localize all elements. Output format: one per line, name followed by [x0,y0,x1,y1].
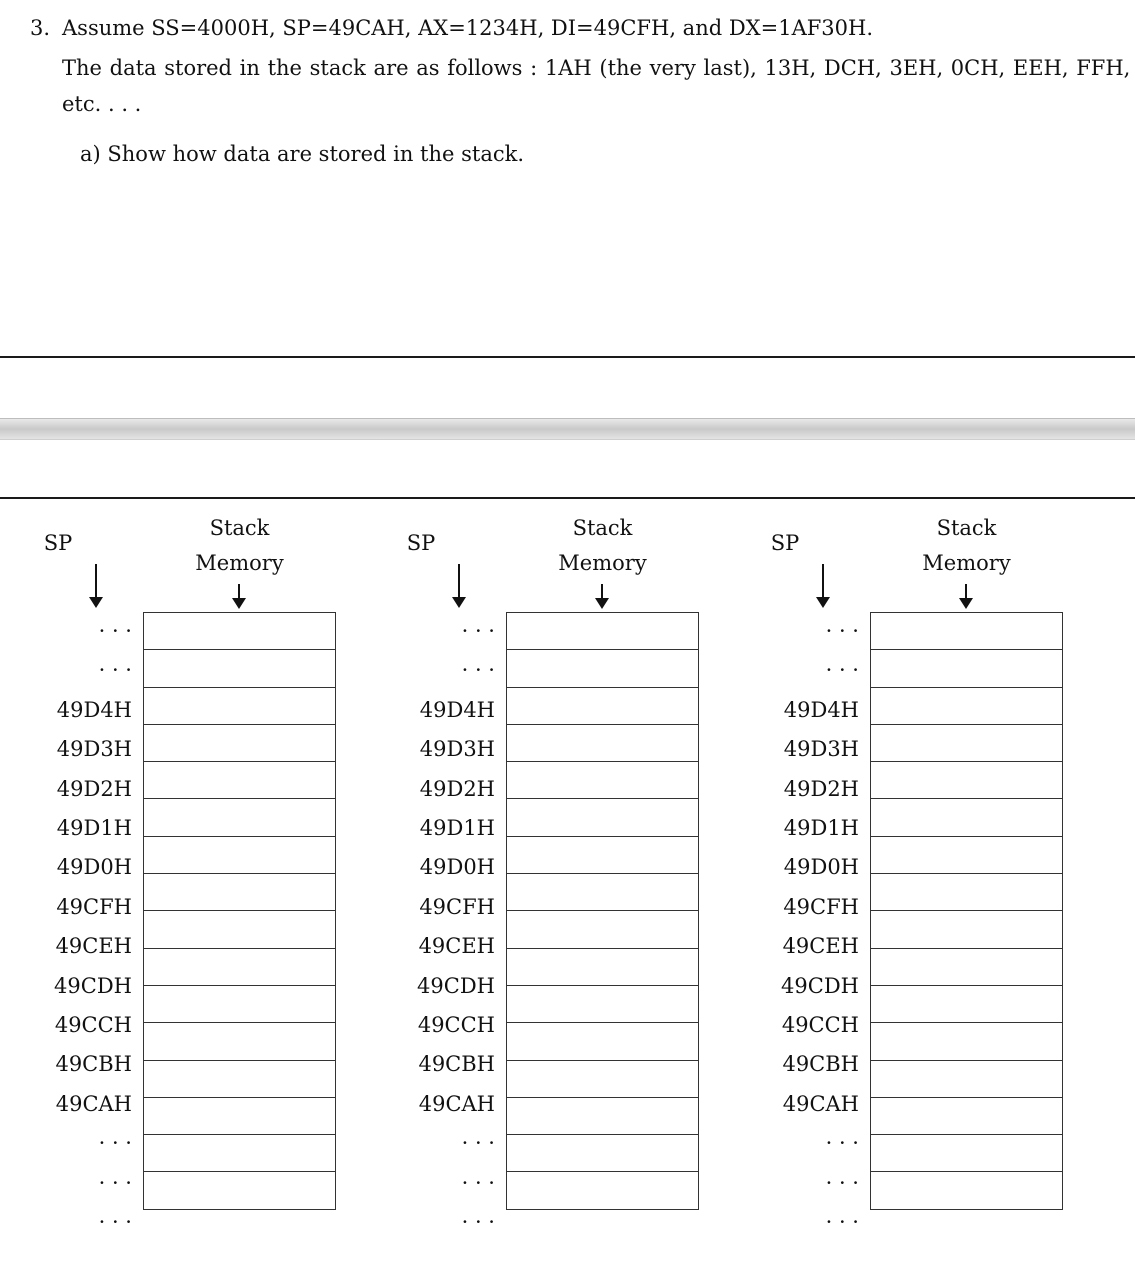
stack-cell[interactable] [507,1060,699,1097]
stack-cell[interactable] [144,948,336,985]
page-separator-band [0,418,1135,440]
address-label: · · · [98,1131,132,1156]
stack-cell[interactable] [144,650,336,687]
address-label: · · · [98,1170,132,1195]
address-label: · · · [461,1131,495,1156]
stack-cell[interactable] [144,799,336,836]
address-label: 49CEH [782,934,859,959]
stack-cell[interactable] [144,1172,336,1209]
address-label: 49CDH [54,973,132,998]
sp-label: SP [406,531,436,555]
question-data-line-cont: etc. . . . [62,92,142,116]
stack-cell[interactable] [871,1060,1063,1097]
address-label: 49D3H [783,737,859,762]
stack-cell[interactable] [507,613,699,650]
address-label: · · · [98,1210,132,1234]
stack-cell[interactable] [144,1023,336,1060]
stack-cell[interactable] [144,1060,336,1097]
stack-memory-table [870,612,1063,1210]
stack-memory-table [506,612,699,1210]
question-data-line: The data stored in the stack are as follows : 1AH (the very last), 13H, DCH, 3EH, 0CH, EEH, FFH, [62,56,1131,80]
stack-label-top: Stack [936,516,997,540]
stack-cell[interactable] [144,836,336,873]
stack-cell[interactable] [507,911,699,948]
address-label: 49D1H [419,816,495,840]
stack-label-top: Stack [572,516,633,540]
stack-cell[interactable] [507,1135,699,1172]
stack-diagram-1 [0,500,330,1260]
stack-cell[interactable] [871,985,1063,1022]
stack-cell[interactable] [871,687,1063,724]
stack-cell[interactable] [507,874,699,911]
address-label: 49D2H [783,776,859,801]
stack-cell[interactable] [144,874,336,911]
address-label: · · · [825,1210,859,1234]
address-label: 49D4H [419,697,495,722]
stack-cell[interactable] [144,762,336,799]
address-label: · · · [825,1131,859,1156]
address-column [0,500,132,1260]
stack-cell[interactable] [144,1097,336,1134]
sp-label: SP [43,531,73,555]
stack-cell[interactable] [507,650,699,687]
address-label: · · · [98,658,132,683]
address-label: 49D4H [783,697,859,722]
stack-cell[interactable] [144,687,336,724]
address-label: 49CFH [419,894,495,919]
address-label: · · · [461,658,495,683]
stack-cell[interactable] [871,650,1063,687]
address-label: 49D1H [783,816,859,840]
stack-cell[interactable] [871,1097,1063,1134]
address-label: · · · [461,1170,495,1195]
question-number: 3. [30,16,51,40]
stack-cell[interactable] [871,1023,1063,1060]
stack-diagram-2 [363,500,693,1260]
question-part-a: a) Show how data are stored in the stack. [80,142,524,166]
stack-label-bottom: Memory [922,551,1011,575]
stack-cell[interactable] [871,948,1063,985]
stack-cell[interactable] [871,1172,1063,1209]
stack-label-top: Stack [209,516,270,540]
stack-memory-label [143,511,336,581]
stack-cell[interactable] [871,911,1063,948]
address-label: · · · [825,619,859,643]
address-label: 49CAH [782,1091,859,1116]
stack-cell[interactable] [144,985,336,1022]
address-column [363,500,495,1260]
stack-label-bottom: Memory [558,551,647,575]
stack-cell[interactable] [507,687,699,724]
address-label: · · · [98,619,132,643]
address-label: 49D3H [56,737,132,762]
stack-cell[interactable] [871,613,1063,650]
stack-diagram-3 [727,500,1057,1260]
address-column [727,500,859,1260]
address-label: · · · [825,658,859,683]
stack-cell[interactable] [871,836,1063,873]
sp-label: SP [770,531,800,555]
stack-cell[interactable] [507,836,699,873]
stack-cell[interactable] [507,799,699,836]
address-label: 49D4H [56,697,132,722]
stack-memory-table [143,612,336,1210]
question-given: Assume SS=4000H, SP=49CAH, AX=1234H, DI=49CFH, and DX=1AF30H. [62,16,874,40]
stack-label-bottom: Memory [195,551,284,575]
stack-cell[interactable] [507,1172,699,1209]
address-label: 49D2H [56,776,132,801]
divider-bottom [0,497,1135,499]
stack-cell[interactable] [507,724,699,761]
address-label: 49D2H [419,776,495,801]
address-label: 49CAH [418,1091,495,1116]
stack-cell[interactable] [507,762,699,799]
stack-cell[interactable] [507,948,699,985]
address-label: 49CEH [55,934,132,959]
address-label: 49CBH [782,1052,859,1077]
address-label: 49CDH [781,973,859,998]
stack-cell[interactable] [871,724,1063,761]
stack-cell[interactable] [144,724,336,761]
stack-cell[interactable] [507,1097,699,1134]
stack-cell[interactable] [871,762,1063,799]
address-label: 49D0H [419,855,495,880]
address-label: 49D0H [56,855,132,880]
address-label: · · · [825,1170,859,1195]
address-label: 49CCH [54,1013,132,1037]
address-label: 49CBH [55,1052,132,1077]
address-label: 49CEH [418,934,495,959]
stack-cell[interactable] [507,985,699,1022]
stack-cell[interactable] [144,1135,336,1172]
address-label: 49CCH [417,1013,495,1037]
address-label: 49CBH [418,1052,495,1077]
stack-memory-label [870,511,1063,581]
address-label: · · · [461,619,495,643]
stack-cell[interactable] [144,613,336,650]
stack-memory-label [506,511,699,581]
stack-cell[interactable] [871,799,1063,836]
address-label: 49D3H [419,737,495,762]
stack-cell[interactable] [871,1135,1063,1172]
address-label: 49D0H [783,855,859,880]
address-label: 49CCH [781,1013,859,1037]
address-label: 49CAH [55,1091,132,1116]
address-label: 49CFH [783,894,859,919]
stack-cell[interactable] [507,1023,699,1060]
divider-top [0,356,1135,358]
stack-cell[interactable] [871,874,1063,911]
address-label: 49D1H [56,816,132,840]
address-label: 49CFH [56,894,132,919]
stack-cell[interactable] [144,911,336,948]
address-label: 49CDH [417,973,495,998]
address-label: · · · [461,1210,495,1234]
